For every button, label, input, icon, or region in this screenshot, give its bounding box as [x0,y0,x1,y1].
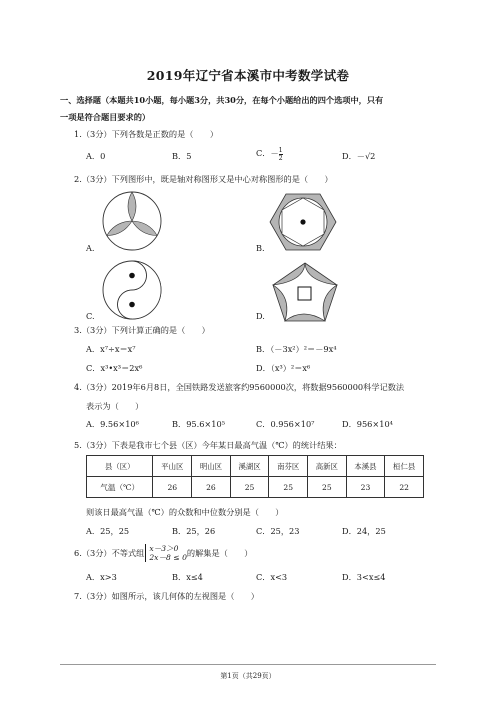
q5-option-b: B．25，26 [172,526,216,536]
table-header-cell: 高新区 [308,456,347,477]
section-heading-line1: 一、选择题（本题共10小题，每小题3分，共30分，在每个小题给出的四个选项中，只有 [60,95,384,105]
q4-option-a: A．9.56×10⁶ [86,419,139,429]
table-header-cell: 桓仁县 [385,456,424,477]
q1-option-c-numerator: 1 [278,146,283,154]
q1-option-c-fraction [279,147,283,161]
q6-inequality-1: x－3＞0 [149,544,179,553]
q3-option-d: D．（x³）²＝x⁶ [256,363,311,373]
q2-figure-d-pentagon [270,261,340,323]
q7-stem: 7.（3分）如图所示，该几何体的左视图是（ ） [74,591,259,601]
q4-stem-line2: 表示为（ ） [86,401,144,411]
table-cell: 26 [153,477,192,498]
q2-figure-b-hexagon [268,191,338,253]
table-cell: 25 [269,477,308,498]
table-cell: 25 [308,477,347,498]
table-cell: 22 [385,477,424,498]
q2-option-c: C. [86,311,95,321]
q6-inequality-2: 2x－8 ≤ 0 [149,553,187,562]
q1-option-a: A．0 [86,151,106,161]
table-header-cell: 明山区 [192,456,231,477]
page-footer: 第1页（共29页） [220,672,276,680]
q6-inequality-system [145,544,187,562]
q6-option-b: B．x≤4 [172,572,203,582]
q6-stem-suffix: 的解集是（ ） [186,548,253,558]
q2-figure-a-petal-circle [100,189,164,253]
q2-figure-c-yin-yang [100,258,164,322]
q4-stem-line1: 4.（3分）2019年6月8日，全国铁路发送旅客约9560000次，将数据9560000科学记数法 [74,382,405,392]
q5-followup: 则该日最高气温（℃）的众数和中位数分别是（ ） [86,507,284,517]
footer-divider [60,664,436,665]
q1-option-c-prefix: C．－ [256,148,279,158]
q2-option-d: D. [256,311,265,321]
table-header-cell: 本溪县 [346,456,385,477]
q6-option-d: D．3<x≤4 [342,572,386,582]
q2-stem: 2.（3分）下列图形中，既是轴对称图形又是中心对称图形的是（ ） [74,174,333,184]
table-cell: 气温（℃） [87,477,153,498]
q2-option-b: B. [256,243,265,253]
q6-option-c: C．x<3 [256,572,288,582]
q1-option-c [256,147,283,161]
section-heading-line2: 一项是符合题目要求的） [60,112,151,122]
q4-option-d: D．956×10⁴ [342,419,393,429]
q6-stem-prefix: 6.（3分）不等式组 [74,548,145,558]
q5-option-d: D．24，25 [342,526,386,536]
table-row [87,477,424,498]
q1-stem: 1.（3分）下列各数是正数的是（ ） [74,129,219,139]
q4-option-c: C．0.956×10⁷ [256,419,315,429]
page-title: 2019年辽宁省本溪市中考数学试卷 [146,68,350,83]
table-cell: 26 [192,477,231,498]
table-cell: 25 [230,477,269,498]
q4-option-b: B．95.6×10⁵ [172,419,225,429]
q3-stem: 3.（3分）下列计算正确的是（ ） [74,325,210,335]
q5-option-c: C．25，23 [256,526,300,536]
table-header-cell: 溪湖区 [230,456,269,477]
q1-option-c-denominator: 2 [278,153,283,162]
table-header-cell: 南芬区 [269,456,308,477]
q1-option-b: B．5 [172,151,192,161]
table-header-cell: 平山区 [153,456,192,477]
q6-option-a: A．x>3 [86,572,117,582]
q5-stem: 5.（3分）下表是我市七个县（区）今年某日最高气温（℃）的统计结果： [74,440,342,450]
table-header-cell: 县（区） [87,456,153,477]
q3-option-a: A．x⁷÷x＝x⁷ [86,344,136,354]
q5-option-a: A．25，25 [86,526,130,536]
q3-option-b: B．（－3x²）²＝－9x⁴ [256,344,337,354]
q3-option-c: C．x³•x³＝2x⁶ [86,363,143,373]
table-cell: 23 [346,477,385,498]
q1-option-d: D．－√2 [342,151,376,161]
table-header-row [87,456,424,477]
q2-option-a: A. [86,243,95,253]
q5-temperature-table [86,455,424,498]
q6-stem [74,544,252,562]
